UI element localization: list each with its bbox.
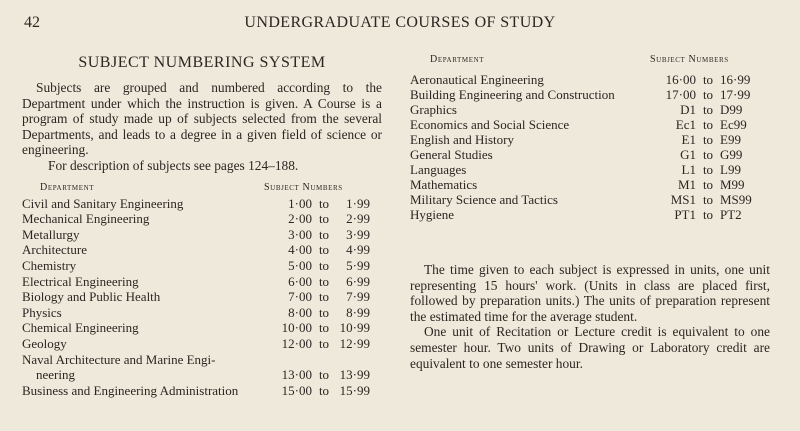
- department-name: General Studies: [410, 147, 493, 162]
- table-row: [410, 192, 780, 207]
- number-until: 8·99: [346, 304, 370, 320]
- department-name: Mathematics: [410, 177, 478, 192]
- column-header-department: Department: [430, 54, 485, 65]
- number-to-word: to: [702, 87, 714, 102]
- notes-section: [410, 262, 770, 371]
- number-from: 3·00: [288, 226, 312, 242]
- number-from: 16·00: [665, 72, 696, 87]
- number-from: Ec1: [675, 117, 696, 132]
- number-to-word: to: [318, 257, 330, 273]
- table-row: [22, 289, 382, 305]
- department-name: Naval Architecture and Marine Engi-: [22, 351, 216, 367]
- table-row: [22, 336, 382, 352]
- number-to-word: to: [318, 367, 330, 383]
- department-name: Civil and Sanitary Engineering: [22, 195, 184, 211]
- number-from: 5·00: [288, 257, 312, 273]
- department-name: Biology and Public Health: [22, 289, 161, 305]
- column-header-numbers: Subject Numbers: [264, 181, 343, 193]
- table-row: [22, 383, 382, 399]
- number-until: 7·99: [346, 289, 370, 305]
- number-from: 7·00: [288, 289, 312, 305]
- department-name-continued: neering: [36, 367, 75, 383]
- department-name: Graphics: [410, 102, 457, 117]
- number-from: 2·00: [288, 211, 312, 227]
- table-row: [410, 147, 780, 162]
- number-to-word: to: [702, 72, 714, 87]
- number-until: Ec99: [720, 117, 747, 132]
- department-name: Military Science and Tactics: [410, 192, 558, 207]
- department-name: Hygiene: [410, 207, 455, 222]
- number-from: 12·00: [281, 335, 312, 351]
- number-until: 12·99: [339, 335, 370, 351]
- column-header-department: Department: [40, 181, 95, 193]
- number-to-word: to: [702, 132, 714, 147]
- number-to-word: to: [318, 289, 330, 305]
- number-until: PT2: [720, 207, 742, 222]
- table-row: [410, 72, 780, 87]
- number-from: E1: [681, 132, 696, 147]
- table-row: [22, 258, 382, 274]
- department-name: Business and Engineering Administration: [22, 382, 239, 398]
- number-from: MS1: [670, 192, 696, 207]
- department-name: Mechanical Engineering: [22, 211, 150, 227]
- number-from: 4·00: [288, 242, 312, 258]
- table-row: [22, 320, 382, 336]
- number-until: G99: [720, 147, 743, 162]
- number-from: 1·00: [288, 195, 312, 211]
- number-until: M99: [720, 177, 745, 192]
- number-from: D1: [680, 102, 696, 117]
- number-from: 17·00: [665, 87, 696, 102]
- department-name: Metallurgy: [22, 226, 80, 242]
- page-number: 42: [24, 14, 40, 31]
- number-from: 8·00: [288, 304, 312, 320]
- department-table: [410, 72, 780, 222]
- credit-paragraph: One unit of Recitation or Lecture credit is equivalent to one semester hour. Two units of Drawing or Laboratory credit are equivalent to one semester hour.: [410, 324, 770, 371]
- number-to-word: to: [702, 207, 714, 222]
- number-to-word: to: [318, 226, 330, 242]
- table-row-naval-first-line: [22, 352, 382, 368]
- department-name: Aeronautical Engineering: [410, 72, 544, 87]
- number-to-word: to: [318, 242, 330, 258]
- number-from: L1: [681, 162, 696, 177]
- table-row: [410, 207, 780, 222]
- table-row: [410, 132, 780, 147]
- department-name: Physics: [22, 304, 62, 320]
- department-name: Architecture: [22, 242, 87, 258]
- number-to-word: to: [702, 147, 714, 162]
- number-until: 4·99: [346, 242, 370, 258]
- number-until: 10·99: [339, 320, 370, 336]
- intro-paragraph: Subjects are grouped and numbered according to the Department under which the instruction is given. A Course is a program of study made up of subjects selected from the several Departments, and leads to a degree in a given field of science or engineering.: [22, 80, 382, 158]
- section-title: SUBJECT NUMBERING SYSTEM: [78, 54, 326, 71]
- department-name: Geology: [22, 335, 67, 351]
- department-name: English and History: [410, 132, 514, 147]
- intro-reference: For description of subjects see pages 124–188.: [48, 157, 299, 173]
- table-row: [410, 87, 780, 102]
- number-to-word: to: [702, 177, 714, 192]
- number-to-word: to: [318, 273, 330, 289]
- table-row: [22, 242, 382, 258]
- number-to-word: to: [318, 304, 330, 320]
- table-row: [410, 177, 780, 192]
- department-name: Electrical Engineering: [22, 273, 139, 289]
- table-header: [410, 54, 780, 68]
- department-name: Building Engineering and Construction: [410, 87, 615, 102]
- number-until: 2·99: [346, 211, 370, 227]
- units-paragraph: The time given to each subject is expressed in units, one unit representing 15 hours' work. (Units in class are placed first, followed by preparation units.) The units of preparation represent the estimated time for the average student.: [410, 262, 770, 324]
- table-row: [22, 305, 382, 321]
- number-from: G1: [680, 147, 696, 162]
- number-until: 5·99: [346, 257, 370, 273]
- department-name: Chemical Engineering: [22, 320, 139, 336]
- number-from: 10·00: [281, 320, 312, 336]
- number-until: L99: [720, 162, 741, 177]
- number-until: 3·99: [346, 226, 370, 242]
- number-to-word: to: [702, 102, 714, 117]
- department-name: Chemistry: [22, 257, 77, 273]
- table-row: [22, 196, 382, 212]
- table-row: [22, 274, 382, 290]
- number-from: M1: [677, 177, 696, 192]
- department-name: Economics and Social Science: [410, 117, 570, 132]
- number-until: E99: [720, 132, 741, 147]
- column-header-numbers: Subject Numbers: [650, 54, 729, 65]
- table-row: [410, 117, 780, 132]
- table-row: [410, 102, 780, 117]
- number-to-word: to: [702, 162, 714, 177]
- number-to-word: to: [318, 195, 330, 211]
- running-title: UNDERGRADUATE COURSES OF STUDY: [244, 14, 556, 31]
- department-table: [22, 196, 382, 399]
- number-until: 1·99: [346, 195, 370, 211]
- table-row: [22, 227, 382, 243]
- number-until: MS99: [720, 192, 752, 207]
- number-from: PT1: [674, 207, 696, 222]
- number-until: 6·99: [346, 273, 370, 289]
- table-row: [22, 211, 382, 227]
- number-until: D99: [720, 102, 743, 117]
- department-name: Languages: [410, 162, 467, 177]
- number-from: 15·00: [281, 382, 312, 398]
- number-until: 15·99: [339, 382, 370, 398]
- number-from: 13·00: [281, 367, 312, 383]
- left-column: [22, 54, 382, 398]
- number-until: 16·99: [720, 72, 751, 87]
- right-column: [410, 54, 780, 222]
- number-to-word: to: [318, 211, 330, 227]
- number-to-word: to: [318, 320, 330, 336]
- table-row: [410, 162, 780, 177]
- number-until: 17·99: [720, 87, 751, 102]
- table-row-naval-second-line: [22, 367, 382, 383]
- number-from: 6·00: [288, 273, 312, 289]
- number-until: 13·99: [339, 367, 370, 383]
- number-to-word: to: [318, 382, 330, 398]
- number-to-word: to: [702, 117, 714, 132]
- number-to-word: to: [702, 192, 714, 207]
- table-header: [22, 182, 382, 196]
- number-to-word: to: [318, 335, 330, 351]
